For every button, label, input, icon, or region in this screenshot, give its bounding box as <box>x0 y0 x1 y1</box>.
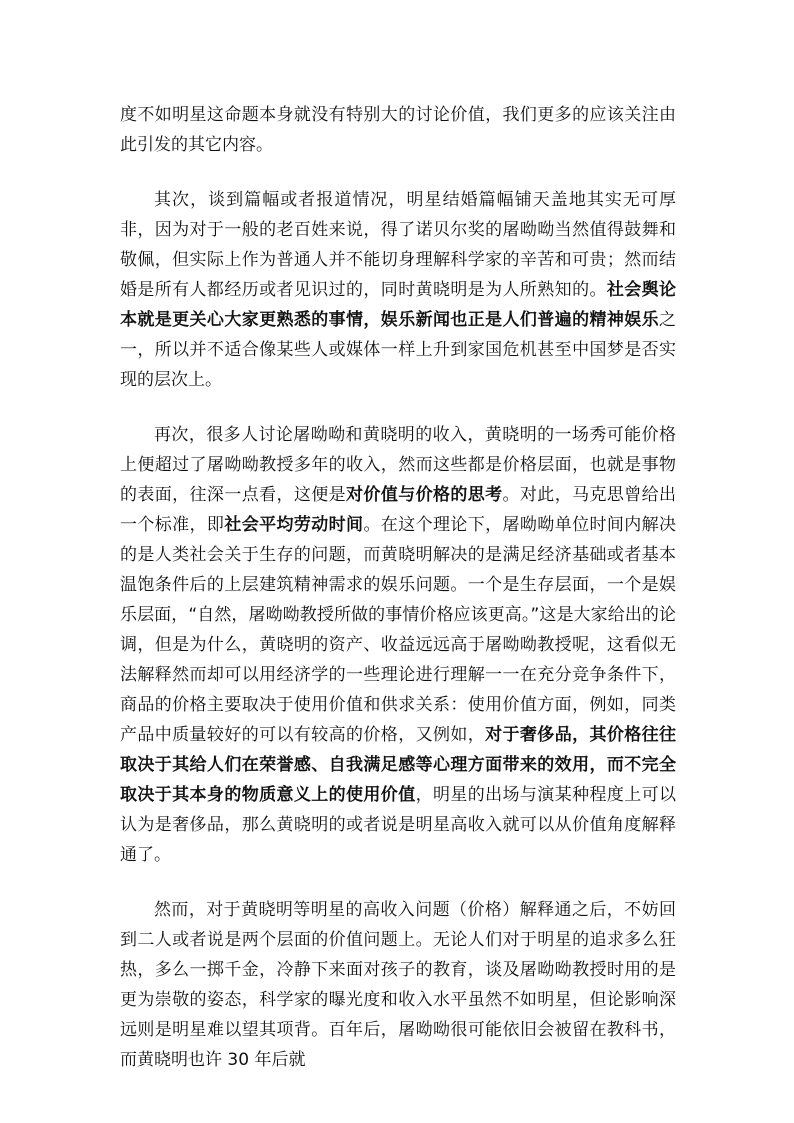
document-body <box>120 100 676 1100</box>
paragraph-4-text: 然而，对于黄晓明等明星的高收入问题（价格）解释通之后，不妨回到二人或者说是两个层面的价值问题上。无论人们对于明星的追求多么狂热，多么一掷千金，冷静下来面对孩子的教育，谈及屠呦呦教授时用的是更为崇敬的姿态，科学家的曝光度和收入水平虽然不如明星，但论影响深远则是明星难以望其项背。百年后，屠呦呦很可能依旧会被留在教科书，而黄晓明也许 30 年后就 <box>120 900 676 1070</box>
paragraph-3-text-2: 。对此，马克思曾给出一个标准，即 <box>120 485 677 535</box>
paragraph-3-bold-labor-time: 社会平均劳动时间 <box>224 515 364 535</box>
paragraph-1 <box>120 100 676 160</box>
paragraph-3 <box>120 420 676 870</box>
paragraph-2 <box>120 185 676 395</box>
paragraph-3-text-end: ，明星的出场与演某种程度上可以认为是奢侈品，那么黄晓明的或者说是明星高收入就可以从价值角度解释通了。 <box>120 785 677 865</box>
paragraph-2-bold-text: 社会舆论本就是更关心大家更熟悉的事情，娱乐新闻也正是人们普遍的精神娱乐 <box>120 280 677 330</box>
paragraph-2-text-end: 之一，所以并不适合像某些人或媒体一样上升到家国危机甚至中国梦是否实现的层次上。 <box>120 310 676 390</box>
paragraph-3-text-3: 。在这个理论下，屠呦呦单位时间内解决的是人类社会关于生存的问题，而黄晓明解决的是满足经济基础或者基本温饱条件后的上层建筑精神需求的娱乐问题。一个是生存层面，一个是娱乐层面，“自然，屠呦呦教授所做的事情价格应该更高。”这是大家给出的论调，但是为什么，黄晓明的资产、收益远远高于屠呦呦教授呢，这看似无法解释然而却可以用经济学的一些理论进行理解一一在充分竞争条件下，商品的价格主要取决于使用价值和供求关系：使用价值方面，例如，同类产品中质量较好的可以有较高的价格，又例如， <box>120 515 677 745</box>
paragraph-3-bold-luxury: 对于奢侈品，其价格往往取决于其给人们在荣誉感、自我满足感等心理方面带来的效用，而不完全取决于其本身的物质意义上的使用价值 <box>120 725 677 805</box>
paragraph-3-bold-value-price: 对价值与价格的思考 <box>346 485 503 505</box>
paragraph-1-text: 度不如明星这命题本身就没有特别大的讨论价值，我们更多的应该关注由此引发的其它内容。 <box>120 105 676 155</box>
paragraph-2-text: 其次，谈到篇幅或者报道情况，明星结婚篇幅铺天盖地其实无可厚非，因为对于一般的老百姓来说，得了诺贝尔奖的屠呦呦当然值得鼓舞和敬佩，但实际上作为普通人并不能切身理解科学家的辛苦和可贵；然而结婚是所有人都经历或者见识过的，同时黄晓明是为人所熟知的。 <box>120 190 676 300</box>
paragraph-4 <box>120 895 676 1075</box>
paragraph-3-text: 再次，很多人讨论屠呦呦和黄晓明的收入，黄晓明的一场秀可能价格上便超过了屠呦呦教授多年的收入，然而这些都是价格层面，也就是事物的表面，往深一点看，这便是 <box>120 425 676 505</box>
